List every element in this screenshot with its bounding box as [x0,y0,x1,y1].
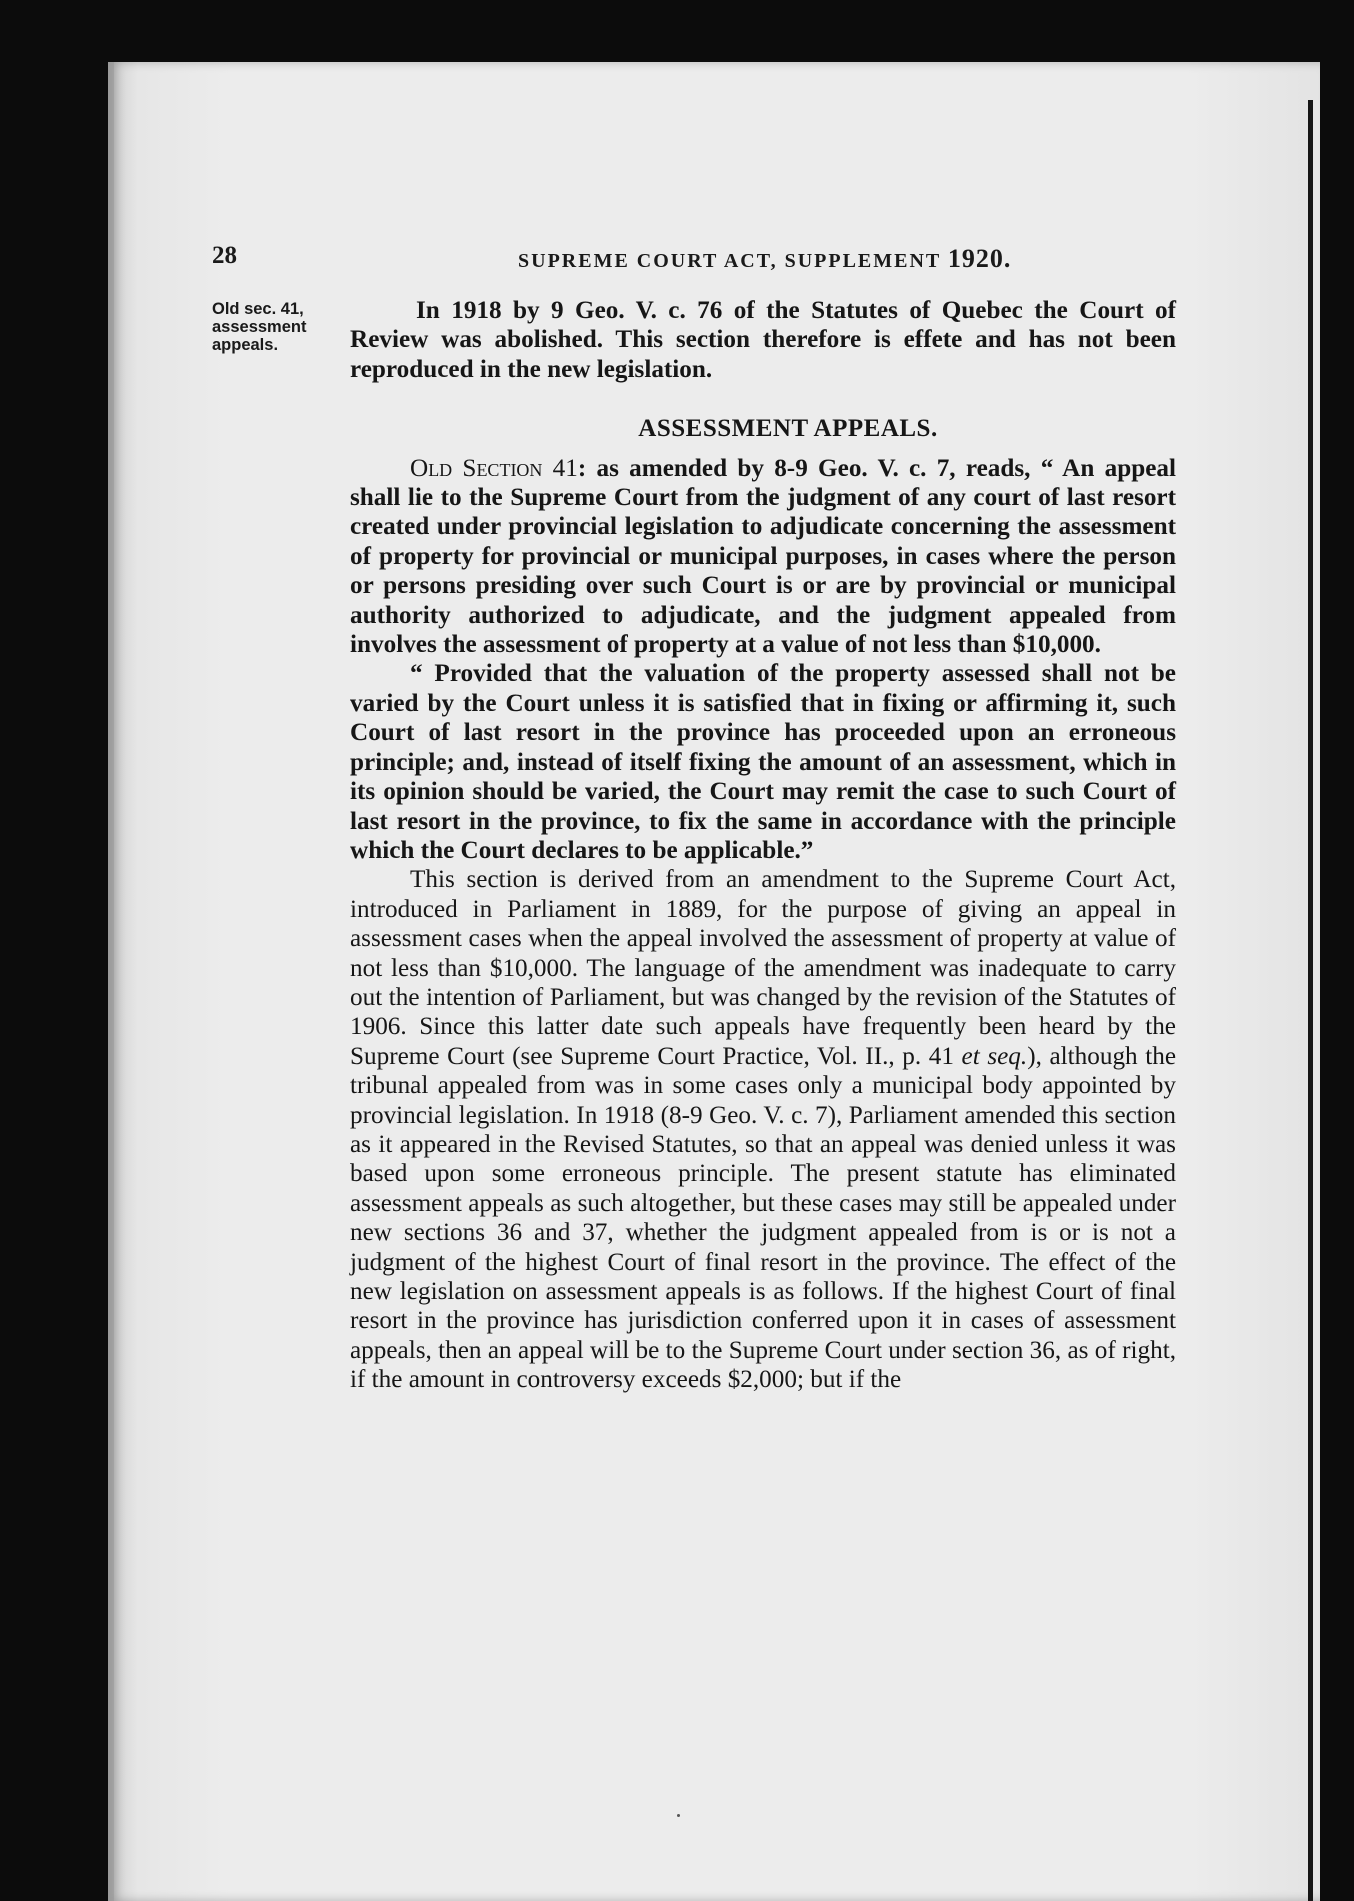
intro-paragraph: In 1918 by 9 Geo. V. c. 76 of the Statutes of Quebec the Court of Review was abolished. This section therefore is effete and has not been reproduced in the new legislation. [350,297,1176,383]
old-section-label: Old Section 41 [410,454,578,482]
page-speck [677,1814,680,1817]
page-left-edge [108,62,114,1901]
margin-note-line: Old sec. 41, [212,300,304,318]
running-head [518,244,1011,274]
commentary-text: ), although the tribunal appealed from was in some cases only a municipal body appointed by provincial legislation. In 1918 (8-9 Geo. V. c. 7), Parliament amended this section as it appeared in the Revised Statutes, so that an appeal was denied unless it was based upon some erroneous principle. The present statute has eliminated assessment appeals as such altogether, but these cases may still be appealed under new sections 36 and 37, whether the judgment appealed from is or is not a judgment of the highest Court of final resort in the province. The effect of the new legislation on assessment appeals is as follows. If the highest Court of final resort in the province has jurisdiction conferred upon it in cases of assessment appeals, then an appeal will be to the Supreme Court under section 36, as of right, if the amount in controversy exceeds $2,000; but if the [350,1042,1176,1394]
running-head-title: SUPREME COURT ACT, SUPPLEMENT [518,250,941,272]
proviso-paragraph: “ Provided that the valuation of the property assessed shall not be varied by the Court unless it is satisfied that in fixing or affirming it, such Court of last resort in the province has proceeded upon an erroneous principle; and, instead of itself fixing the amount of an assessment, which in its opinion should be varied, the Court may remit the case to such Court of last resort in the province, to fix the same in accordance with the principle which the Court declares to be applicable.” [350,660,1176,864]
old-section-paragraph [350,454,1176,660]
section-heading: ASSESSMENT APPEALS. [638,415,938,443]
page-number: 28 [212,242,237,269]
margin-note-line: assessment [212,318,307,336]
commentary-paragraph [350,865,1176,1394]
running-head-year: 1920. [947,244,1012,273]
commentary-text: This section is derived from an amendment to the Supreme Court Act, introduced in Parliament in 1889, for the purpose of giving an appeal in assessment cases when the appeal involved the assessment of property at value of not less than $10,000. The language of the amendment was inadequate to carry out the intention of Parliament, but was changed by the revision of the Statutes of 1906. Since this latter date such appeals have frequently been heard by the Supreme Court (see Supreme Court Practice, Vol. II., p. 41 [350,866,1176,1070]
margin-note-line: appeals. [212,336,279,354]
margin-note [212,300,342,354]
page-spine-edge [1308,100,1313,1901]
old-section-text: : as amended by 8-9 Geo. V. c. 7, reads, “ An appeal shall lie to the Supreme Court from the judgment of any court of last resort created under provincial legislation to adjudicate concerning the assessment of property for provincial or municipal purposes, in cases where the person or persons presiding over such Court is or are by provincial or municipal authority authorized to adjudicate, and the judgment appealed from involves the assessment of property at a value of not less than $10,000. [350,454,1176,659]
commentary-italic: et seq. [961,1042,1028,1070]
main-text [350,296,1176,1395]
page-header [212,242,1174,276]
